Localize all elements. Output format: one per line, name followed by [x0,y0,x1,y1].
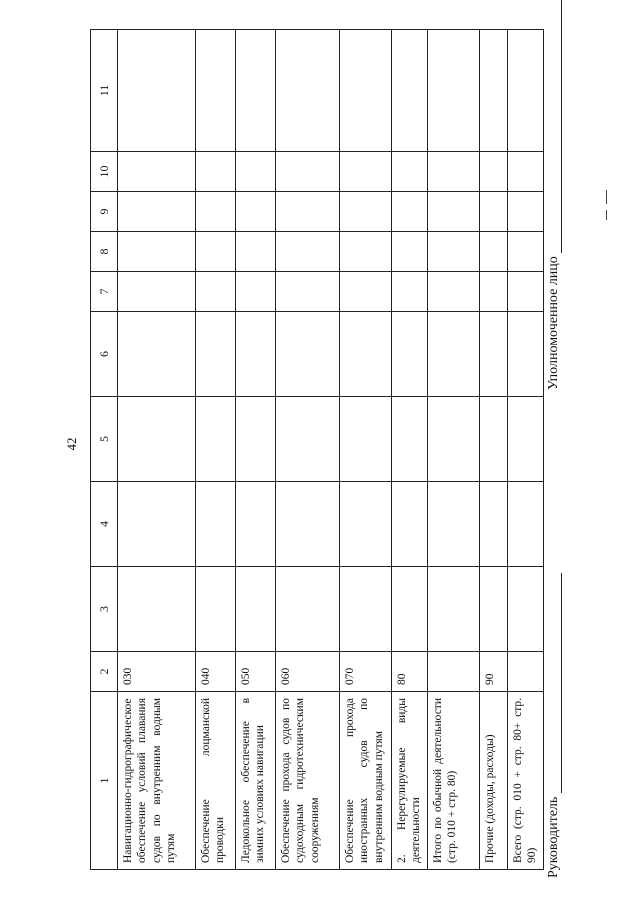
row-label: Ледокольное обеспечение в зимних условиях навигации [236,692,276,870]
row-code: 050 [236,652,276,692]
row-code [507,652,543,692]
row-code: 90 [479,652,507,692]
row-label: Обеспечение прохода судов по судоходным гидротехническим сооружениям [276,692,340,870]
table-row [427,30,479,870]
row-label: 2. Нерегулируемые виды деятельности [392,692,428,870]
row-code: 80 [392,652,428,692]
row-code: 040 [196,652,236,692]
column-header: 8 [91,232,118,272]
header-row [91,30,118,870]
report-table-wrapper [90,30,539,870]
table-row [507,30,543,870]
signature-head [546,573,562,878]
column-header: 9 [91,192,118,232]
row-label: Навигационно-гидрографическое обеспечение условий плавания судов по внутренним водным путям [118,692,196,870]
column-header: 10 [91,152,118,192]
row-label: Итого по обычной деятельности (стр. 010 + стр. 80) [427,692,479,870]
column-header: 4 [91,482,118,567]
column-header: 1 [91,692,118,870]
column-header: 7 [91,272,118,312]
row-code: 060 [276,652,340,692]
column-header: 2 [91,652,118,692]
signature-head-line [547,573,562,793]
column-header: 5 [91,397,118,482]
table-row [118,30,196,870]
report-table [90,29,544,870]
scan-mark [606,210,611,220]
signature-authorized-label: Уполномоченное лицо [546,256,561,390]
table-row [340,30,392,870]
table-row [392,30,428,870]
scan-mark [606,190,611,204]
table-row [276,30,340,870]
row-code [427,652,479,692]
row-label: Обеспечение прохода иностранных судов по внутренним водным путям [340,692,392,870]
row-code: 070 [340,652,392,692]
table-row [236,30,276,870]
table-row [479,30,507,870]
column-header: 11 [91,30,118,152]
table-row [196,30,236,870]
column-header: 3 [91,567,118,652]
page-number: 42 [64,437,79,451]
row-label: Обеспечение лоцманской проводки [196,692,236,870]
row-label: Всего (стр. 010 + стр. 80+ стр. 90) [507,692,543,870]
signature-authorized-line [547,0,562,253]
signature-head-label: Руководитель [546,796,561,878]
row-label: Прочие (доходы, расходы) [479,692,507,870]
signature-authorized [546,0,562,390]
row-code: 030 [118,652,196,692]
column-header: 6 [91,312,118,397]
